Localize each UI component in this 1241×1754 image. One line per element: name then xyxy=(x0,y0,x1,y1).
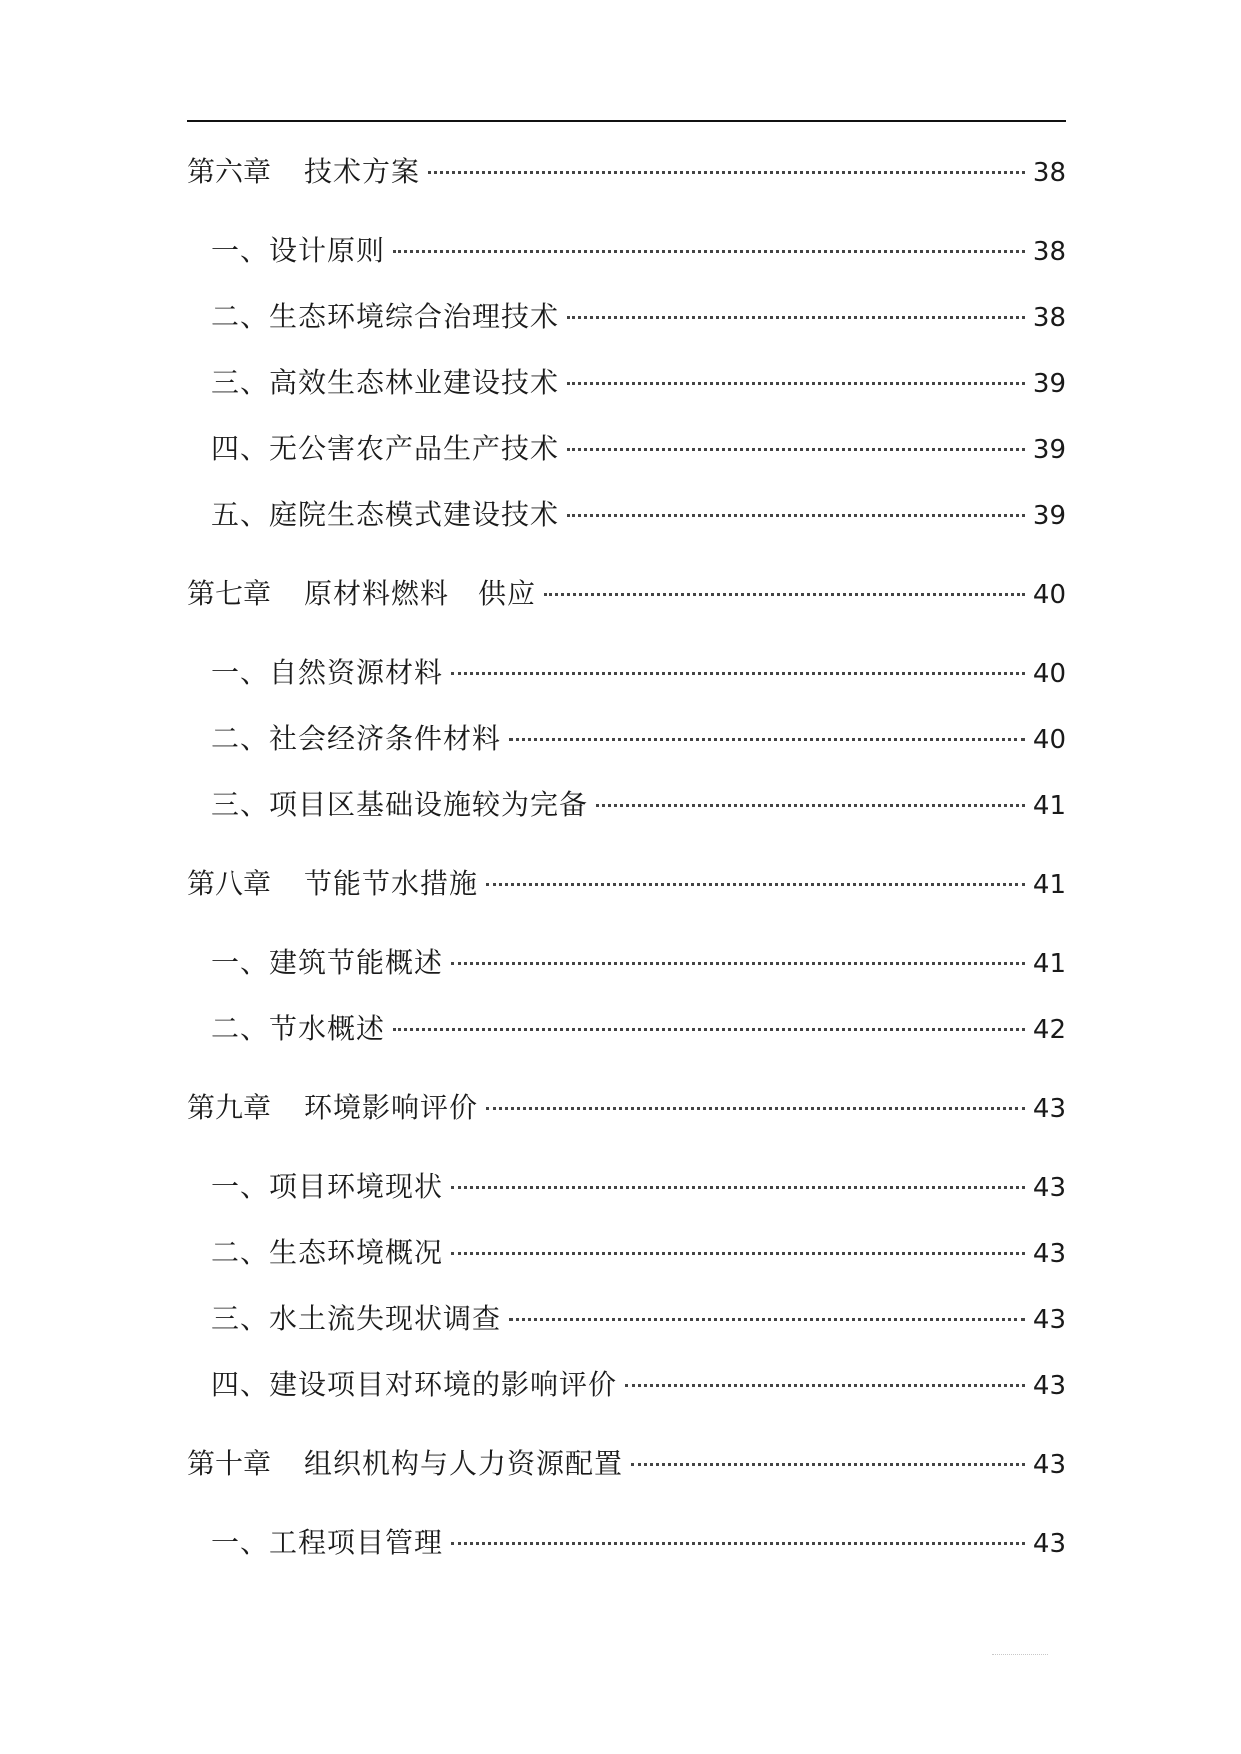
toc-section-7-1[interactable] xyxy=(187,653,1066,694)
toc-chapter-number: 第八章 xyxy=(187,867,272,900)
toc-section-title: 三、项目区基础设施较为完备 xyxy=(211,788,589,821)
toc-page-number: 41 xyxy=(1032,949,1066,979)
toc-page-number: 39 xyxy=(1032,501,1066,531)
toc-chapter-title: 节能节水措施 xyxy=(304,867,479,900)
toc-chapter-6[interactable] xyxy=(187,152,1066,193)
toc-section-8-1[interactable] xyxy=(187,943,1066,984)
toc-page-number: 40 xyxy=(1032,659,1066,689)
table-of-contents xyxy=(187,152,1066,1564)
toc-section-9-1[interactable] xyxy=(187,1167,1066,1208)
toc-section-title: 一、设计原则 xyxy=(211,234,386,267)
toc-section-title: 一、工程项目管理 xyxy=(211,1526,444,1559)
toc-chapter-number: 第六章 xyxy=(187,155,272,188)
toc-page-number: 38 xyxy=(1032,237,1066,267)
toc-section-6-5[interactable] xyxy=(187,495,1066,536)
toc-section-9-2[interactable] xyxy=(187,1233,1066,1274)
toc-section-7-2[interactable] xyxy=(187,719,1066,760)
toc-dot-leader xyxy=(596,804,1025,807)
toc-dot-leader xyxy=(625,1384,1025,1387)
toc-dot-leader xyxy=(567,316,1025,319)
toc-section-title: 二、生态环境概况 xyxy=(211,1236,444,1269)
toc-section-6-2[interactable] xyxy=(187,297,1066,338)
toc-section-9-3[interactable] xyxy=(187,1299,1066,1340)
toc-section-title: 三、高效生态林业建设技术 xyxy=(211,366,560,399)
toc-dot-leader xyxy=(509,1318,1025,1321)
toc-section-title: 五、庭院生态模式建设技术 xyxy=(211,498,560,531)
toc-section-6-4[interactable] xyxy=(187,429,1066,470)
toc-dot-leader xyxy=(451,672,1025,675)
toc-chapter-title: 组织机构与人力资源配置 xyxy=(304,1447,624,1480)
toc-dot-leader xyxy=(393,1028,1025,1031)
toc-dot-leader xyxy=(451,1542,1025,1545)
toc-chapter-number: 第十章 xyxy=(187,1447,272,1480)
toc-dot-leader xyxy=(486,883,1025,886)
toc-chapter-title: 技术方案 xyxy=(304,155,421,188)
toc-chapter-number: 第九章 xyxy=(187,1091,272,1124)
toc-section-title: 一、自然资源材料 xyxy=(211,656,444,689)
toc-page-number: 43 xyxy=(1032,1529,1066,1559)
toc-page-number: 43 xyxy=(1032,1450,1066,1480)
toc-dot-leader xyxy=(428,171,1025,174)
toc-dot-leader xyxy=(567,514,1025,517)
toc-page-number: 43 xyxy=(1032,1371,1066,1401)
toc-dot-leader xyxy=(451,1252,1025,1255)
toc-section-7-3[interactable] xyxy=(187,785,1066,826)
toc-page-number: 43 xyxy=(1032,1305,1066,1335)
toc-page-number: 38 xyxy=(1032,303,1066,333)
toc-dot-leader xyxy=(393,250,1025,253)
toc-section-title: 四、无公害农产品生产技术 xyxy=(211,432,560,465)
toc-dot-leader xyxy=(567,448,1025,451)
toc-dot-leader xyxy=(486,1107,1025,1110)
toc-dot-leader xyxy=(544,593,1025,596)
toc-section-title: 四、建设项目对环境的影响评价 xyxy=(211,1368,618,1401)
toc-section-title: 二、社会经济条件材料 xyxy=(211,722,502,755)
toc-section-8-2[interactable] xyxy=(187,1009,1066,1050)
toc-chapter-7[interactable] xyxy=(187,574,1066,615)
toc-section-title: 一、项目环境现状 xyxy=(211,1170,444,1203)
toc-dot-leader xyxy=(509,738,1025,741)
toc-dot-leader xyxy=(451,1186,1025,1189)
toc-page-number: 40 xyxy=(1032,725,1066,755)
toc-page-number: 43 xyxy=(1032,1173,1066,1203)
toc-page-number: 39 xyxy=(1032,435,1066,465)
toc-page-number: 40 xyxy=(1032,580,1066,610)
toc-chapter-title: 原材料燃料 供应 xyxy=(304,577,537,610)
toc-page-number: 43 xyxy=(1032,1239,1066,1269)
toc-chapter-10[interactable] xyxy=(187,1444,1066,1485)
toc-section-6-3[interactable] xyxy=(187,363,1066,404)
toc-chapter-number: 第七章 xyxy=(187,577,272,610)
footer-mark xyxy=(992,1654,1048,1655)
toc-dot-leader xyxy=(567,382,1025,385)
toc-dot-leader xyxy=(451,962,1025,965)
toc-section-9-4[interactable] xyxy=(187,1365,1066,1406)
toc-section-title: 二、节水概述 xyxy=(211,1012,386,1045)
toc-section-10-1[interactable] xyxy=(187,1523,1066,1564)
toc-page-number: 41 xyxy=(1032,870,1066,900)
toc-section-title: 一、建筑节能概述 xyxy=(211,946,444,979)
toc-chapter-8[interactable] xyxy=(187,864,1066,905)
toc-chapter-9[interactable] xyxy=(187,1088,1066,1129)
header-rule xyxy=(187,120,1066,122)
toc-page-number: 42 xyxy=(1032,1015,1066,1045)
toc-page-number: 39 xyxy=(1032,369,1066,399)
toc-section-6-1[interactable] xyxy=(187,231,1066,272)
toc-chapter-title: 环境影响评价 xyxy=(304,1091,479,1124)
toc-section-title: 三、水土流失现状调查 xyxy=(211,1302,502,1335)
toc-page-number: 41 xyxy=(1032,791,1066,821)
toc-dot-leader xyxy=(631,1463,1025,1466)
toc-section-title: 二、生态环境综合治理技术 xyxy=(211,300,560,333)
toc-page-number: 38 xyxy=(1032,158,1066,188)
toc-page-number: 43 xyxy=(1032,1094,1066,1124)
